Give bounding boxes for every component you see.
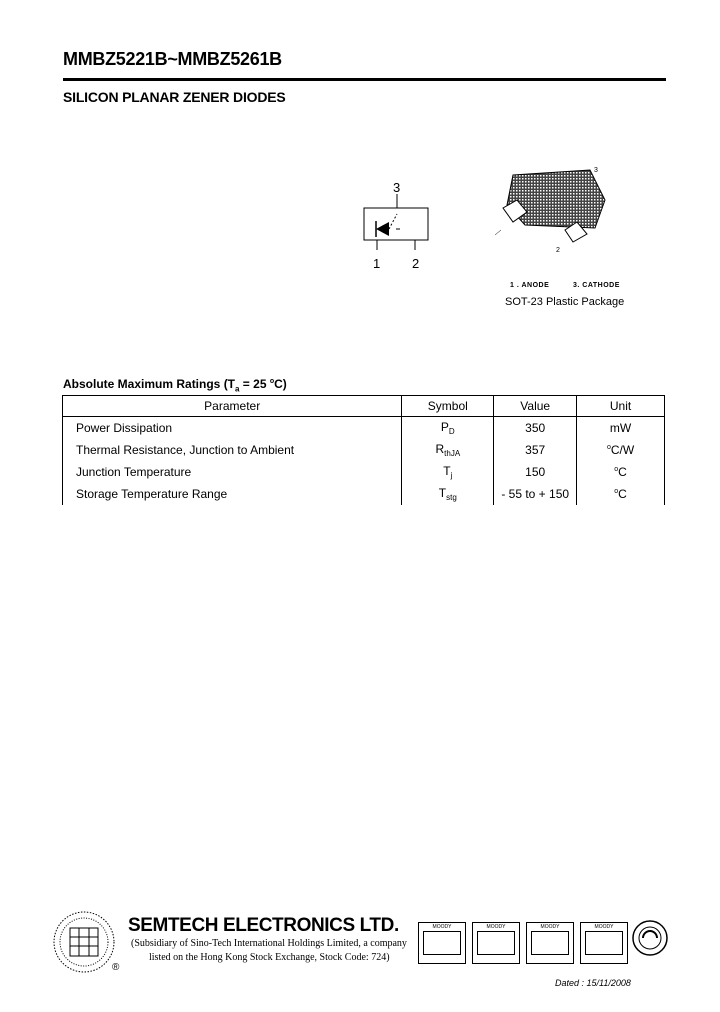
certification-badge: MOODY bbox=[418, 922, 466, 964]
subtitle: SILICON PLANAR ZENER DIODES bbox=[63, 89, 286, 105]
schematic-body bbox=[364, 208, 428, 240]
pin3-label: 3. CATHODE bbox=[573, 282, 620, 289]
symbol-cell: $R_{thJA}$ bbox=[402, 439, 494, 461]
company-name: SEMTECH ELECTRONICS LTD. bbox=[128, 915, 399, 936]
unit-cell: $^o$C bbox=[577, 461, 665, 483]
part-title: MMBZ5221B~MMBZ5261B bbox=[63, 49, 282, 69]
moody-m-icon bbox=[585, 931, 623, 955]
table-row bbox=[63, 461, 665, 483]
moody-m-icon bbox=[423, 931, 461, 955]
column-header-parameter: Parameter bbox=[63, 396, 402, 417]
package-pin-2: 2 bbox=[556, 247, 560, 254]
package-body bbox=[507, 170, 605, 228]
value-cell: 357 bbox=[494, 439, 577, 461]
unit-cell: $^o$C bbox=[577, 483, 665, 505]
sgs-seal-icon bbox=[630, 918, 670, 962]
pin1-label: 1 . ANODE bbox=[510, 282, 550, 289]
table-header-row bbox=[63, 396, 665, 417]
symbol-cell: $P_D$ bbox=[402, 417, 494, 440]
certification-badge: MOODY bbox=[580, 922, 628, 964]
parameter-cell: Power Dissipation bbox=[63, 417, 402, 440]
column-header-value: Value bbox=[494, 396, 577, 417]
schematic-pin-2: 2 bbox=[412, 256, 420, 271]
moody-m-icon bbox=[477, 931, 515, 955]
value-cell: 350 bbox=[494, 417, 577, 440]
value-cell: - 55 to + 150 bbox=[494, 483, 577, 505]
parameter-cell: Storage Temperature Range bbox=[63, 483, 402, 505]
moody-m-icon bbox=[531, 931, 569, 955]
certification-badge: MOODY bbox=[526, 922, 574, 964]
diode-triangle bbox=[376, 222, 389, 236]
column-header-symbol: Symbol bbox=[402, 396, 494, 417]
unit-cell: $^o$C/W bbox=[577, 439, 665, 461]
schematic-pin-1: 1 bbox=[373, 256, 381, 271]
ratings-heading: Absolute Maximum Ratings ($T_a = 25$ $^o$C) bbox=[63, 377, 287, 394]
certification-badge: MOODY bbox=[472, 922, 520, 964]
schematic-wire bbox=[389, 214, 397, 229]
registered-mark: ® bbox=[112, 962, 120, 973]
dated-stamp: Dated : 15/11/2008 bbox=[555, 978, 631, 988]
title-rule bbox=[63, 78, 666, 81]
symbol-cell: $T_j$ bbox=[402, 461, 494, 483]
schematic-pin-3: 3 bbox=[393, 180, 401, 195]
column-header-unit: Unit bbox=[577, 396, 665, 417]
subsidiary-line-2: listed on the Hong Kong Stock Exchange, Stock Code: 724) bbox=[149, 952, 390, 963]
value-cell: 150 bbox=[494, 461, 577, 483]
parameter-cell: Thermal Resistance, Junction to Ambient bbox=[63, 439, 402, 461]
parameter-cell: Junction Temperature bbox=[63, 461, 402, 483]
semtech-logo-icon bbox=[52, 910, 116, 974]
unit-cell: mW bbox=[577, 417, 665, 440]
table-row bbox=[63, 439, 665, 461]
table-row bbox=[63, 483, 665, 505]
package-caption: SOT-23 Plastic Package bbox=[505, 296, 625, 308]
table-row bbox=[63, 417, 665, 440]
sot23-package-drawing bbox=[495, 160, 615, 255]
package-pin-3: 3 bbox=[594, 167, 598, 174]
ratings-table bbox=[62, 395, 665, 505]
subsidiary-line-1: (Subsidiary of Sino-Tech International Holdings Limited, a company bbox=[131, 938, 407, 949]
symbol-cell: $T_{stg}$ bbox=[402, 483, 494, 505]
zener-schematic bbox=[360, 194, 432, 256]
